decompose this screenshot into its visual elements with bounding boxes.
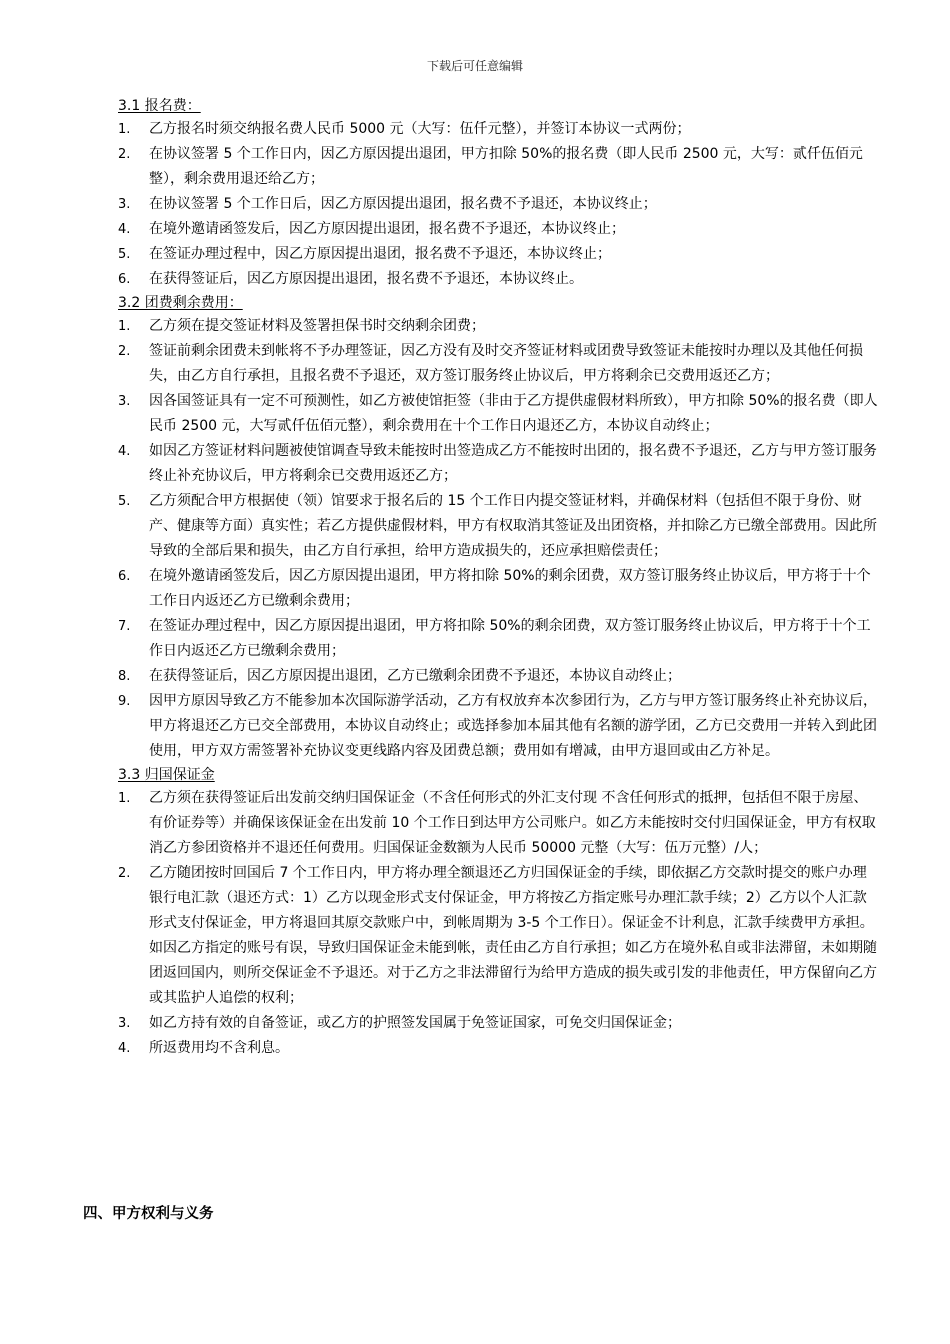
- list-item: 8. 在获得签证后，因乙方原因提出退团，乙方已缴剩余团费不予退还，本协议自动终止；: [118, 668, 681, 684]
- section-registration-fee: [0, 95, 950, 292]
- list-item: 6. 在获得签证后，因乙方原因提出退团，报名费不予退还，本协议终止。: [118, 271, 583, 287]
- item-list: [0, 786, 950, 1061]
- item-list: [0, 117, 950, 292]
- list-item: 5. 在签证办理过程中，因乙方原因提出退团，报名费不予退还，本协议终止；: [118, 246, 611, 262]
- list-item: 1. 乙方须在提交签证材料及签署担保书时交纳剩余团费；: [118, 318, 485, 334]
- list-item: 2. 签证前剩余团费未到帐将不予办理签证，因乙方没有及时交齐签证材料或团费导致签证未能按时办理以及其他任何损失，由乙方自行承担，且报名费不予退还，双方签订服务终止协议后，甲方将剩余已交费用返还乙方；: [118, 343, 863, 384]
- section-return-deposit: [0, 764, 950, 1061]
- list-item: 7. 在签证办理过程中，因乙方原因提出退团，甲方将扣除 50%的剩余团费，双方签订服务终止协议后，甲方将于十个工作日内返还乙方已缴剩余费用；: [118, 618, 871, 659]
- list-item: 3. 如乙方持有效的自备签证，或乙方的护照签发国属于免签证国家，可免交归国保证金；: [118, 1015, 681, 1031]
- section-heading-party-a-rights: 四、甲方权利与义务: [83, 1206, 214, 1222]
- section-title: 3.3 归国保证金: [118, 767, 215, 783]
- section-remaining-fees: [0, 292, 950, 764]
- list-item: 4. 所返费用均不含利息。: [118, 1040, 289, 1056]
- list-item: 2. 在协议签署 5 个工作日内，因乙方原因提出退团，甲方扣除 50%的报名费（即人民币 2500 元，大写：贰仟伍佰元整），剩余费用退还给乙方；: [118, 146, 863, 187]
- list-item: 1. 乙方须在获得签证后出发前交纳归国保证金（不含任何形式的外汇支付现 不含任何形式的抵押，包括但不限于房屋、有价证券等）并确保该保证金在出发前 10 个工作日到达甲方公司账户。如乙方未能按时交付归国保证金，甲方有权取消乙方参团资格并不退还任何费用。归国保证金数额为人民币 50000 元整（大写：伍万元整）/人；: [118, 790, 876, 856]
- list-item: 4. 在境外邀请函签发后，因乙方原因提出退团，报名费不予退还，本协议终止；: [118, 221, 625, 237]
- list-item: 6. 在境外邀请函签发后，因乙方原因提出退团，甲方将扣除 50%的剩余团费，双方签订服务终止协议后，甲方将于十个工作日内返还乙方已缴剩余费用；: [118, 568, 871, 609]
- item-list: [0, 314, 950, 764]
- document-body: [0, 95, 950, 1061]
- section-title: 3.2 团费剩余费用：: [118, 295, 243, 311]
- list-item: 2. 乙方随团按时回国后 7 个工作日内，甲方将办理全额退还乙方归国保证金的手续，即依据乙方交款时提交的账户办理银行电汇款（退还方式：1）乙方以现金形式支付保证金，甲方将按乙方指定账号办理汇款手续；2）乙方以个人汇款形式支付保证金，甲方将退回其原交款账户中，到帐周期为 3-5 个工作日）。保证金不计利息，汇款手续费甲方承担。如因乙方指定的账号有误，导致归国保证金未能到帐，责任由乙方自行承担；如乙方在境外私自或非法滞留，未如期随团返回国内，则所交保证金不予退还。对于乙方之非法滞留行为给甲方造成的损失或引发的非他责任，甲方保留向乙方或其监护人追偿的权利；: [118, 865, 877, 1006]
- list-item: 3. 因各国签证具有一定不可预测性，如乙方被使馆拒签（非由于乙方提供虚假材料所致），甲方扣除 50%的报名费（即人民币 2500 元，大写贰仟伍佰元整），剩余费用在十个工作日内退还乙方，本协议自动终止；: [118, 393, 878, 434]
- list-item: 4. 如因乙方签证材料问题被使馆调查导致未能按时出签造成乙方不能按时出团的，报名费不予退还，乙方与甲方签订服务终止补充协议后，甲方将剩余已交费用返还乙方；: [118, 443, 877, 484]
- list-item: 5. 乙方须配合甲方根据使（领）馆要求于报名后的 15 个工作日内提交签证材料，并确保材料（包括但不限于身份、财产、健康等方面）真实性；若乙方提供虚假材料，甲方有权取消其签证及出团资格，并扣除乙方已缴全部费用。因此所导致的全部后果和损失，由乙方自行承担，给甲方造成损失的，还应承担赔偿责任；: [118, 493, 877, 559]
- page-header: 下载后可任意编辑: [426, 59, 523, 73]
- section-title: 3.1 报名费：: [118, 98, 201, 114]
- list-item: 9. 因甲方原因导致乙方不能参加本次国际游学活动，乙方有权放弃本次参团行为，乙方与甲方签订服务终止补充协议后，甲方将退还乙方已交全部费用，本协议自动终止；或选择参加本届其他有名额的游学团，乙方已交费用一并转入到此团使用，甲方双方需签署补充协议变更线路内容及团费总额；费用如有增减，由甲方退回或由乙方补足。: [118, 693, 877, 759]
- list-item: 3. 在协议签署 5 个工作日后，因乙方原因提出退团，报名费不予退还，本协议终止；: [118, 196, 657, 212]
- list-item: 1. 乙方报名时须交纳报名费人民币 5000 元（大写：伍仟元整），并签订本协议一式两份；: [118, 121, 691, 137]
